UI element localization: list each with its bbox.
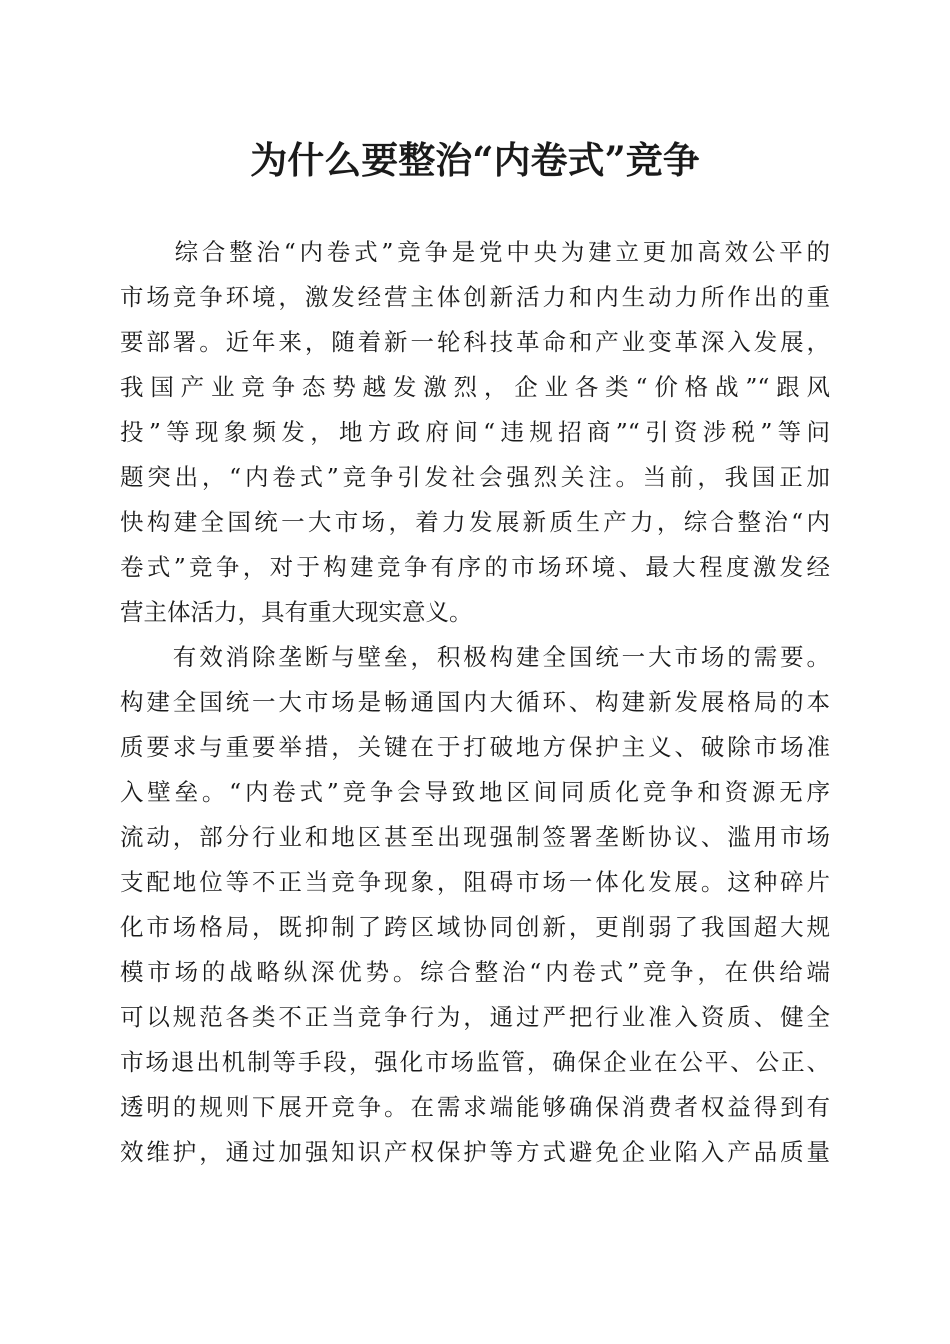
paragraph-2-line-11: 透明的规则下展开竞争。在需求端能够确保消费者权益得到有 — [120, 1093, 830, 1121]
paragraph-2-line-4: 入壁垒。“内卷式”竞争会导致地区间同质化竞争和资源无序 — [120, 778, 830, 806]
paragraph-2-line-9: 可以规范各类不正当竞争行为，通过严把行业准入资质、健全 — [120, 1003, 830, 1031]
paragraph-1-line-6: 题突出，“内卷式”竞争引发社会强烈关注。当前，我国正加 — [120, 463, 830, 491]
paragraph-1-line-2: 市场竞争环境，激发经营主体创新活力和内生动力所作出的重 — [120, 283, 830, 311]
paragraph-2-line-1: 有效消除垄断与壁垒，积极构建全国统一大市场的需要。 — [120, 643, 830, 671]
paragraph-1-line-1: 综合整治“内卷式”竞争是党中央为建立更加高效公平的 — [120, 238, 830, 266]
paragraph-2-line-8: 模市场的战略纵深优势。综合整治“内卷式”竞争，在供给端 — [120, 958, 830, 986]
document-body — [120, 230, 830, 1175]
paragraph-1-line-9: 营主体活力，具有重大现实意义。 — [120, 598, 473, 626]
paragraph-1-line-8: 卷式”竞争，对于构建竞争有序的市场环境、最大程度激发经 — [120, 553, 830, 581]
document-title: 为什么要整治“内卷式”竞争 — [250, 138, 700, 182]
paragraph-1-line-5: 投”等现象频发，地方政府间“违规招商”“引资涉税”等问 — [120, 418, 830, 446]
paragraph-1-line-3: 要部署。近年来，随着新一轮科技革命和产业变革深入发展， — [120, 328, 830, 356]
paragraph-1-line-4: 我国产业竞争态势越发激烈，企业各类“价格战”“跟风 — [120, 373, 830, 401]
paragraph-2-line-12: 效维护，通过加强知识产权保护等方式避免企业陷入产品质量 — [120, 1138, 830, 1166]
paragraph-2-line-7: 化市场格局，既抑制了跨区域协同创新，更削弱了我国超大规 — [120, 913, 830, 941]
paragraph-2-line-6: 支配地位等不正当竞争现象，阻碍市场一体化发展。这种碎片 — [120, 868, 830, 896]
paragraph-2-line-2: 构建全国统一大市场是畅通国内大循环、构建新发展格局的本 — [120, 688, 830, 716]
paragraph-2-line-10: 市场退出机制等手段，强化市场监管，确保企业在公平、公正、 — [120, 1048, 830, 1076]
paragraph-2-line-5: 流动，部分行业和地区甚至出现强制签署垄断协议、滥用市场 — [120, 823, 830, 851]
paragraph-2-line-3: 质要求与重要举措，关键在于打破地方保护主义、破除市场准 — [120, 733, 830, 761]
paragraph-1-line-7: 快构建全国统一大市场，着力发展新质生产力，综合整治“内 — [120, 508, 830, 536]
